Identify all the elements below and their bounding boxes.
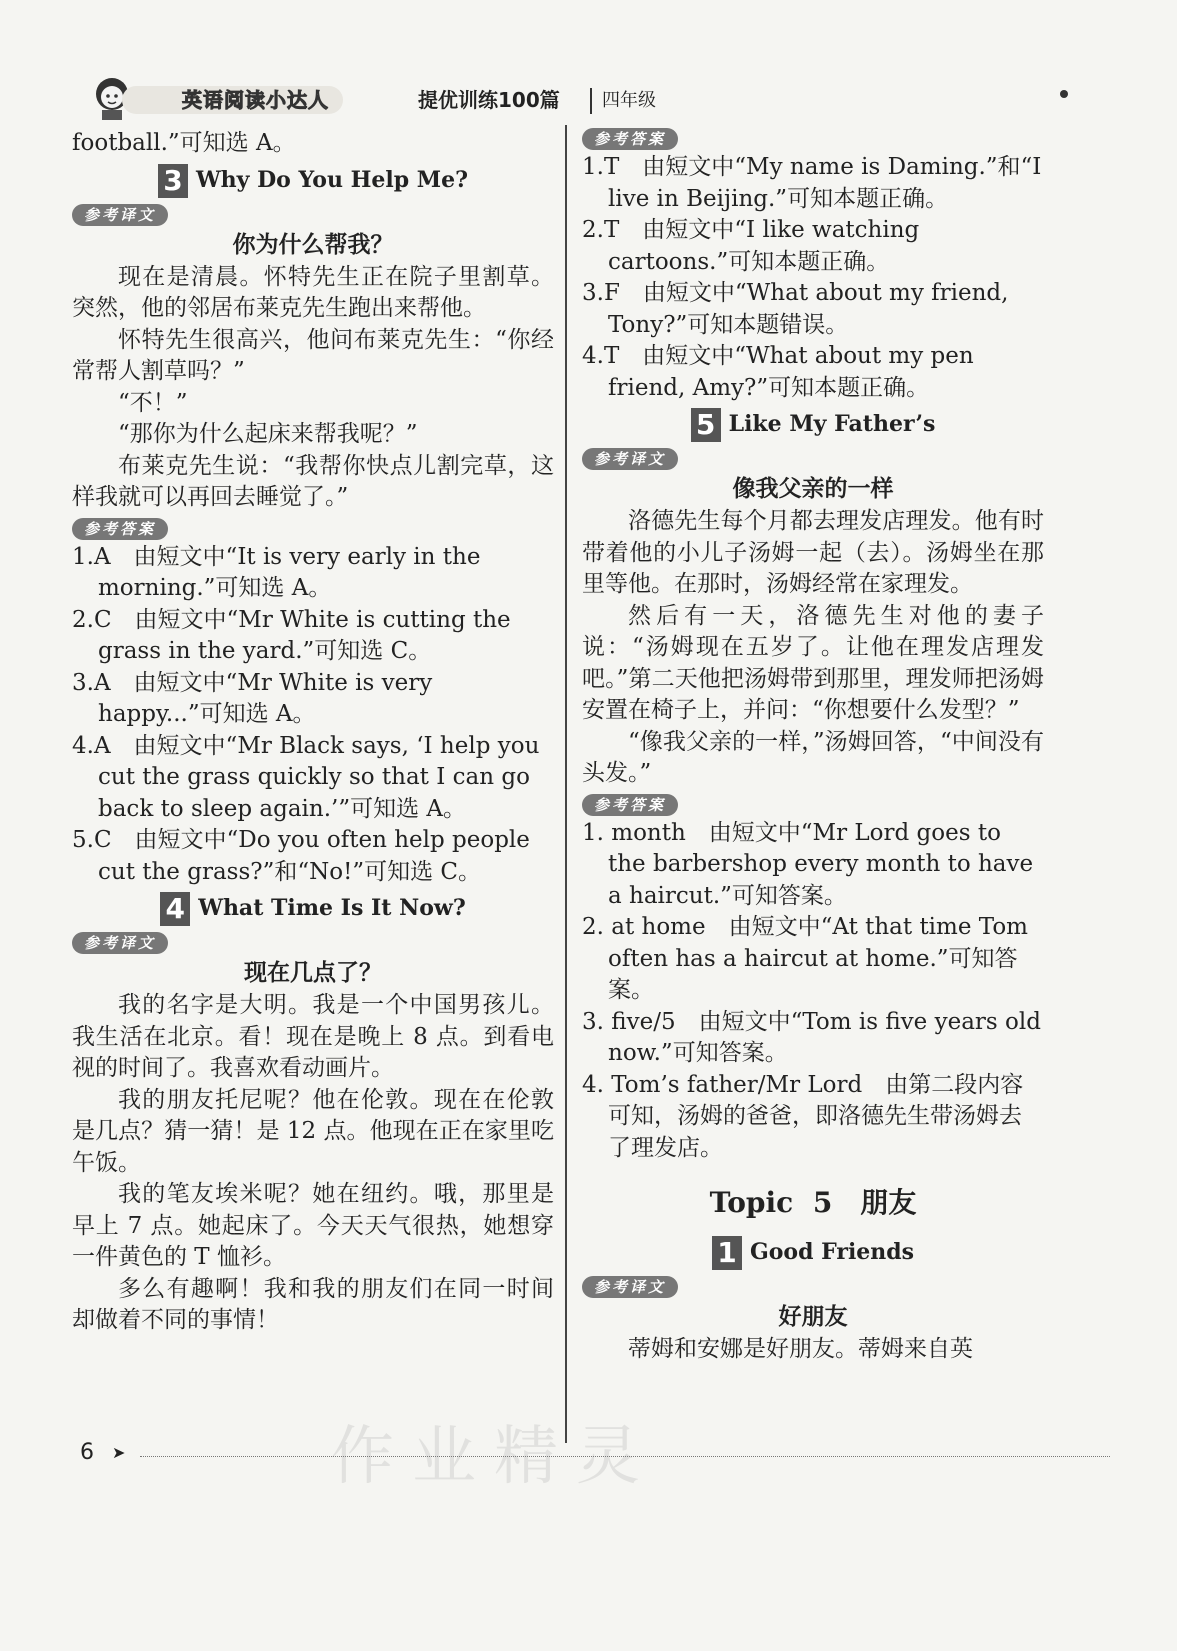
topic-heading: Topic 5 朋友 xyxy=(709,1186,917,1219)
brand-title: 英语阅读小达人 xyxy=(122,86,343,114)
translation-tag: 参考译文 xyxy=(582,448,678,470)
header-dot xyxy=(1060,90,1068,98)
paragraph: 多么有趣啊！我和我的朋友们在同一时间却做着不同的事情！ xyxy=(72,1275,554,1333)
answer-item: 5.C 由短文中“Do you often help people cut the grass?”和“No!”可知选 C。 xyxy=(72,827,530,885)
topic5-section-1-heading xyxy=(582,1232,1044,1272)
chinese-title: 现在几点了？ xyxy=(244,960,382,986)
page-number: 6 xyxy=(80,1440,94,1465)
section-number: 5 xyxy=(691,408,721,442)
answer-item: 2.T 由短文中“I like watching cartoons.”可知本题正确。 xyxy=(582,217,920,275)
answer-item: 4.T 由短文中“What about my pen friend, Amy?”可知本题正确。 xyxy=(582,343,974,401)
paragraph: 现在是清晨。怀特先生正在院子里割草。突然，他的邻居布莱克先生跑出来帮他。 xyxy=(72,263,554,321)
left-column xyxy=(72,128,554,1337)
answer-item: 2.C 由短文中“Mr White is cutting the grass in the yard.”可知选 C。 xyxy=(72,606,511,664)
section-3-heading xyxy=(72,160,554,200)
paragraph: “不！” xyxy=(118,389,188,416)
answer-item: 1.A 由短文中“It is very early in the morning.”可知选 A。 xyxy=(72,543,481,601)
section-title: Why Do You Help Me? xyxy=(195,166,469,193)
right-column xyxy=(582,128,1044,1366)
series-title: 提优训练100篇 xyxy=(418,88,560,112)
paragraph: “那你为什么起床来帮我呢？” xyxy=(118,421,418,447)
answers-tag: 参考答案 xyxy=(582,128,678,150)
paragraph: “像我父亲的一样，”汤姆回答，“中间没有头发。” xyxy=(582,728,1044,786)
page-header xyxy=(70,78,1100,118)
translation-tag: 参考译文 xyxy=(72,932,168,954)
continuation-text: football.”可知选 A。 xyxy=(72,130,296,156)
paragraph: 我的朋友托尼呢？他在伦敦。现在在伦敦是几点？猜一猜！是 12 点。他现在正在家里吃午饭。 xyxy=(72,1086,554,1176)
section-number: 4 xyxy=(160,892,190,926)
chinese-title: 像我父亲的一样 xyxy=(732,476,894,502)
answer-item: 1.T 由短文中“My name is Daming.”和“I live in Beijing.”可知本题正确。 xyxy=(582,154,1042,212)
answer-item: 1. month 由短文中“Mr Lord goes to the barbershop every month to have a haircut.”可知答案。 xyxy=(582,819,1034,909)
answer-item: 3. five/5 由短文中“Tom is five years old now.”可知答案。 xyxy=(582,1008,1041,1066)
answer-item: 4.A 由短文中“Mr Black says, ‘I help you cut the grass quickly so that I can go back to sleep again.’”可知选 A。 xyxy=(72,732,540,822)
answer-item: 3.A 由短文中“Mr White is very happy...”可知选 A。 xyxy=(72,669,433,727)
arrow-icon: ➤ xyxy=(112,1443,126,1462)
answers-tag: 参考答案 xyxy=(582,794,678,816)
translation-tag: 参考译文 xyxy=(72,204,168,226)
section-title: What Time Is It Now? xyxy=(198,895,466,921)
grade-label: 四年级 xyxy=(590,88,656,114)
answer-item: 4. Tom’s father/Mr Lord 由第二段内容可知，汤姆的爸爸，即洛德先生带汤姆去了理发店。 xyxy=(582,1071,1024,1161)
watermark: 作业精灵 xyxy=(330,1420,658,1494)
section-title: Good Friends xyxy=(749,1239,915,1265)
answer-item: 2. at home 由短文中“At that time Tom often has a haircut at home.”可知答案。 xyxy=(582,914,1028,1003)
answers-tag: 参考答案 xyxy=(72,518,168,540)
section-number: 1 xyxy=(712,1236,742,1270)
paragraph: 我的名字是大明。我是一个中国男孩儿。我生活在北京。看！现在是晚上 8 点。到看电视的时间了。我喜欢看动画片。 xyxy=(72,992,554,1081)
footer-rule xyxy=(140,1456,1110,1457)
section-5-heading xyxy=(582,404,1044,444)
paragraph: 布莱克先生说：“我帮你快点儿割完草，这样我就可以再回去睡觉了。” xyxy=(72,452,554,510)
section-4-heading xyxy=(72,888,554,928)
paragraph: 然后有一天，洛德先生对他的妻子说：“汤姆现在五岁了。让他在理发店理发吧。”第二天他把汤姆带到那里，理发师把汤姆安置在椅子上，并问：“你想要什么发型？” xyxy=(582,602,1044,723)
section-number: 3 xyxy=(158,164,188,198)
column-divider xyxy=(565,125,567,1443)
chinese-title: 你为什么帮我？ xyxy=(232,231,394,258)
section-title: Like My Father’s xyxy=(728,411,936,437)
paragraph: 怀特先生很高兴，他问布莱克先生：“你经常帮人割草吗？” xyxy=(72,326,554,384)
answer-item: 3.F 由短文中“What about my friend, Tony?”可知本题错误。 xyxy=(582,280,1009,338)
translation-tag: 参考译文 xyxy=(582,1276,678,1298)
paragraph: 蒂姆和安娜是好朋友。蒂姆来自英 xyxy=(628,1336,973,1362)
chinese-title: 好朋友 xyxy=(778,1304,848,1330)
paragraph: 我的笔友埃米呢？她在纽约。哦，那里是早上 7 点。她起床了。今天天气很热，她想穿一件黄色的 T 恤衫。 xyxy=(72,1181,554,1270)
paragraph: 洛德先生每个月都去理发店理发。他有时带着他的小儿子汤姆一起（去）。汤姆坐在那里等他。在那时，汤姆经常在家理发。 xyxy=(582,508,1044,597)
